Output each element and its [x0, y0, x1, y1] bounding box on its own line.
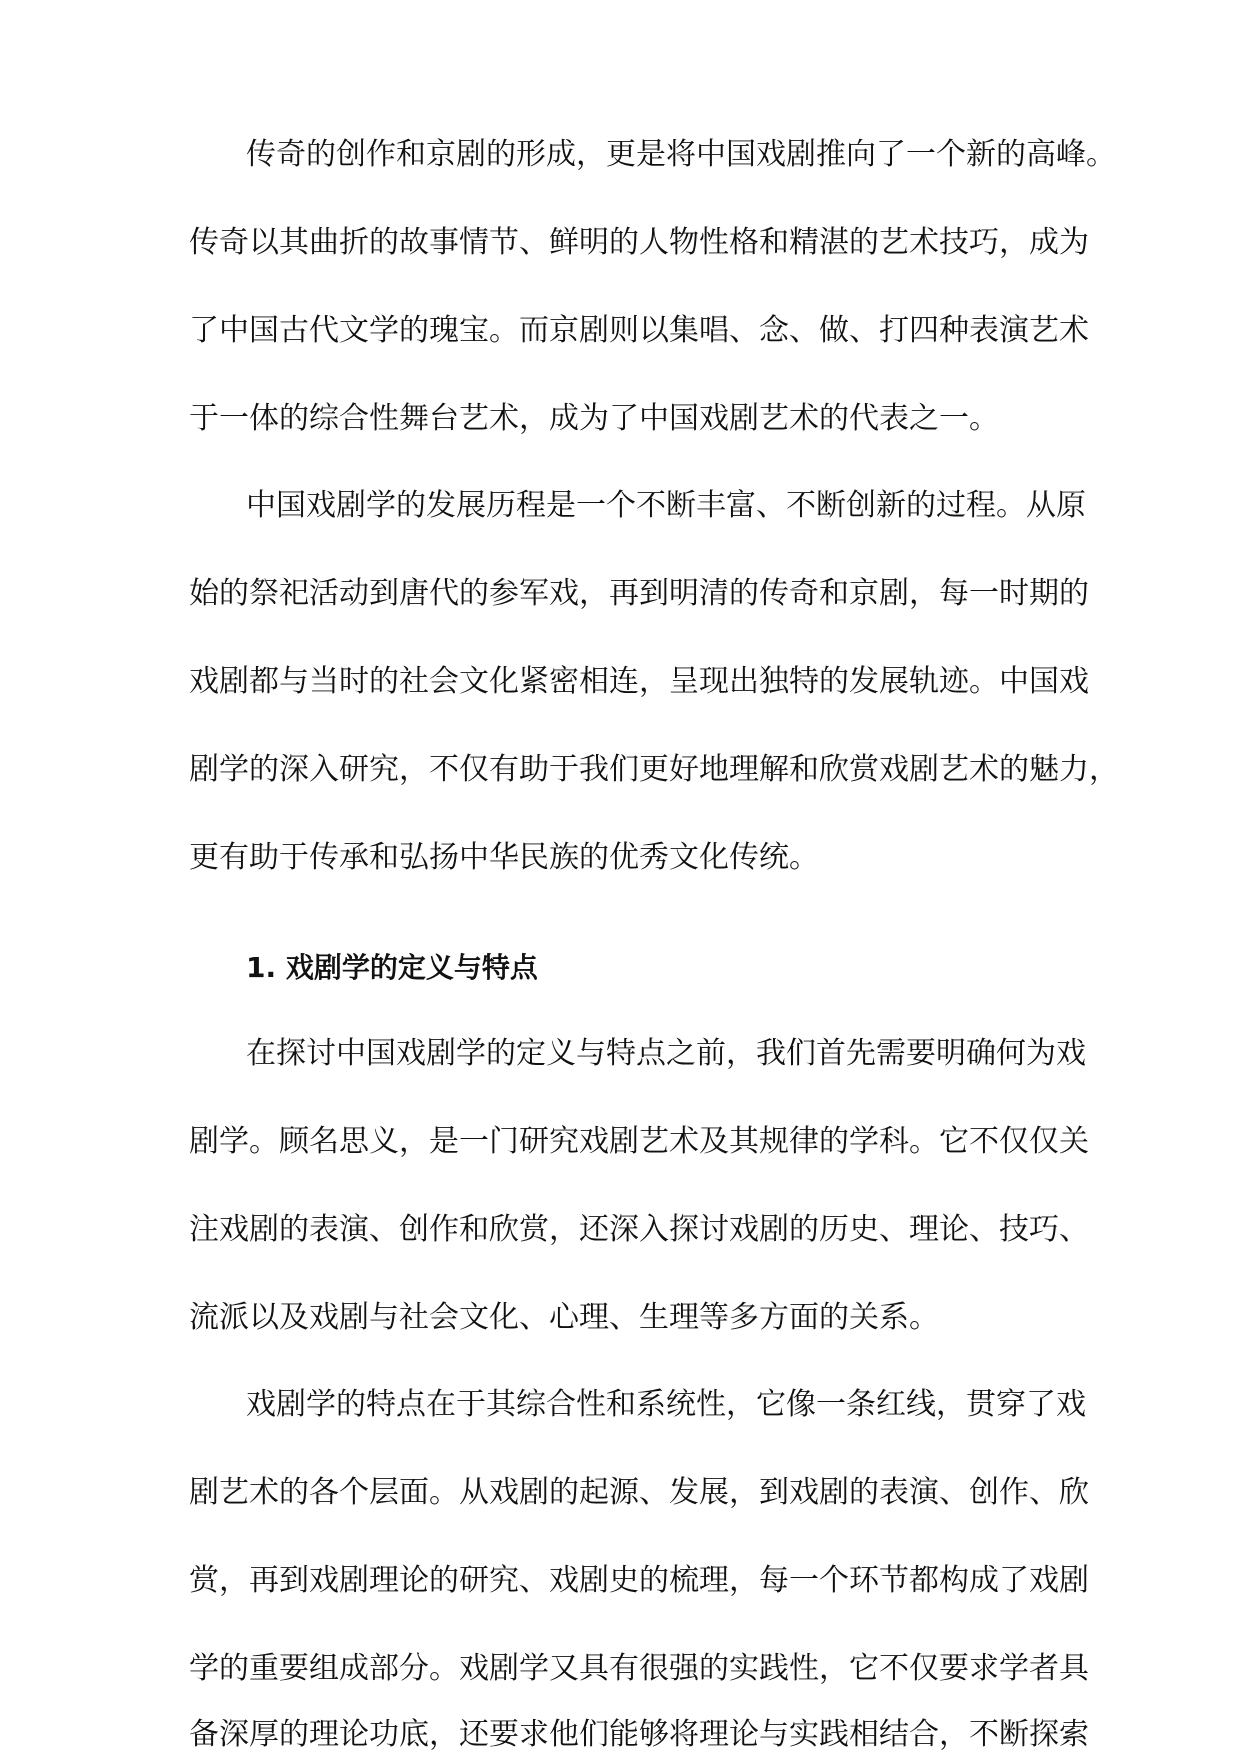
paragraph-3-line-3: 注戏剧的表演、创作和欣赏，还深入探讨戏剧的历史、理论、技巧、 [189, 1212, 1089, 1247]
paragraph-2-line-4: 剧学的深入研究，不仅有助于我们更好地理解和欣赏戏剧艺术的魅力， [189, 752, 1119, 787]
paragraph-2-line-2: 始的祭祀活动到唐代的参军戏，再到明清的传奇和京剧，每一时期的 [189, 576, 1089, 611]
paragraph-2-line-1: 中国戏剧学的发展历程是一个不断丰富、不断创新的过程。从原 [246, 488, 1086, 523]
paragraph-4-line-2: 剧艺术的各个层面。从戏剧的起源、发展，到戏剧的表演、创作、欣 [189, 1475, 1089, 1510]
section-heading: 1. 戏剧学的定义与特点 [246, 951, 538, 984]
paragraph-1-line-2: 传奇以其曲折的故事情节、鲜明的人物性格和精湛的艺术技巧，成为 [189, 225, 1089, 260]
paragraph-2-line-3: 戏剧都与当时的社会文化紧密相连，呈现出独特的发展轨迹。中国戏 [189, 664, 1089, 699]
paragraph-3-line-2: 剧学。顾名思义，是一门研究戏剧艺术及其规律的学科。它不仅仅关 [189, 1124, 1089, 1159]
paragraph-4-line-1: 戏剧学的特点在于其综合性和系统性，它像一条红线，贯穿了戏 [246, 1387, 1086, 1422]
paragraph-4-line-4: 学的重要组成部分。戏剧学又具有很强的实践性，它不仅要求学者具 [189, 1651, 1089, 1686]
paragraph-4-line-3: 赏，再到戏剧理论的研究、戏剧史的梳理，每一个环节都构成了戏剧 [189, 1563, 1089, 1598]
paragraph-1-line-4: 于一体的综合性舞台艺术，成为了中国戏剧艺术的代表之一。 [189, 401, 999, 436]
paragraph-1-line-3: 了中国古代文学的瑰宝。而京剧则以集唱、念、做、打四种表演艺术 [189, 313, 1089, 348]
paragraph-1-line-1: 传奇的创作和京剧的形成，更是将中国戏剧推向了一个新的高峰。 [246, 137, 1116, 172]
paragraph-3-line-1: 在探讨中国戏剧学的定义与特点之前，我们首先需要明确何为戏 [246, 1036, 1086, 1071]
paragraph-2-line-5: 更有助于传承和弘扬中华民族的优秀文化传统。 [189, 840, 819, 875]
paragraph-4-line-5: 备深厚的理论功底，还要求他们能够将理论与实践相结合，不断探索 [189, 1717, 1089, 1752]
paragraph-3-line-4: 流派以及戏剧与社会文化、心理、生理等多方面的关系。 [189, 1300, 939, 1335]
